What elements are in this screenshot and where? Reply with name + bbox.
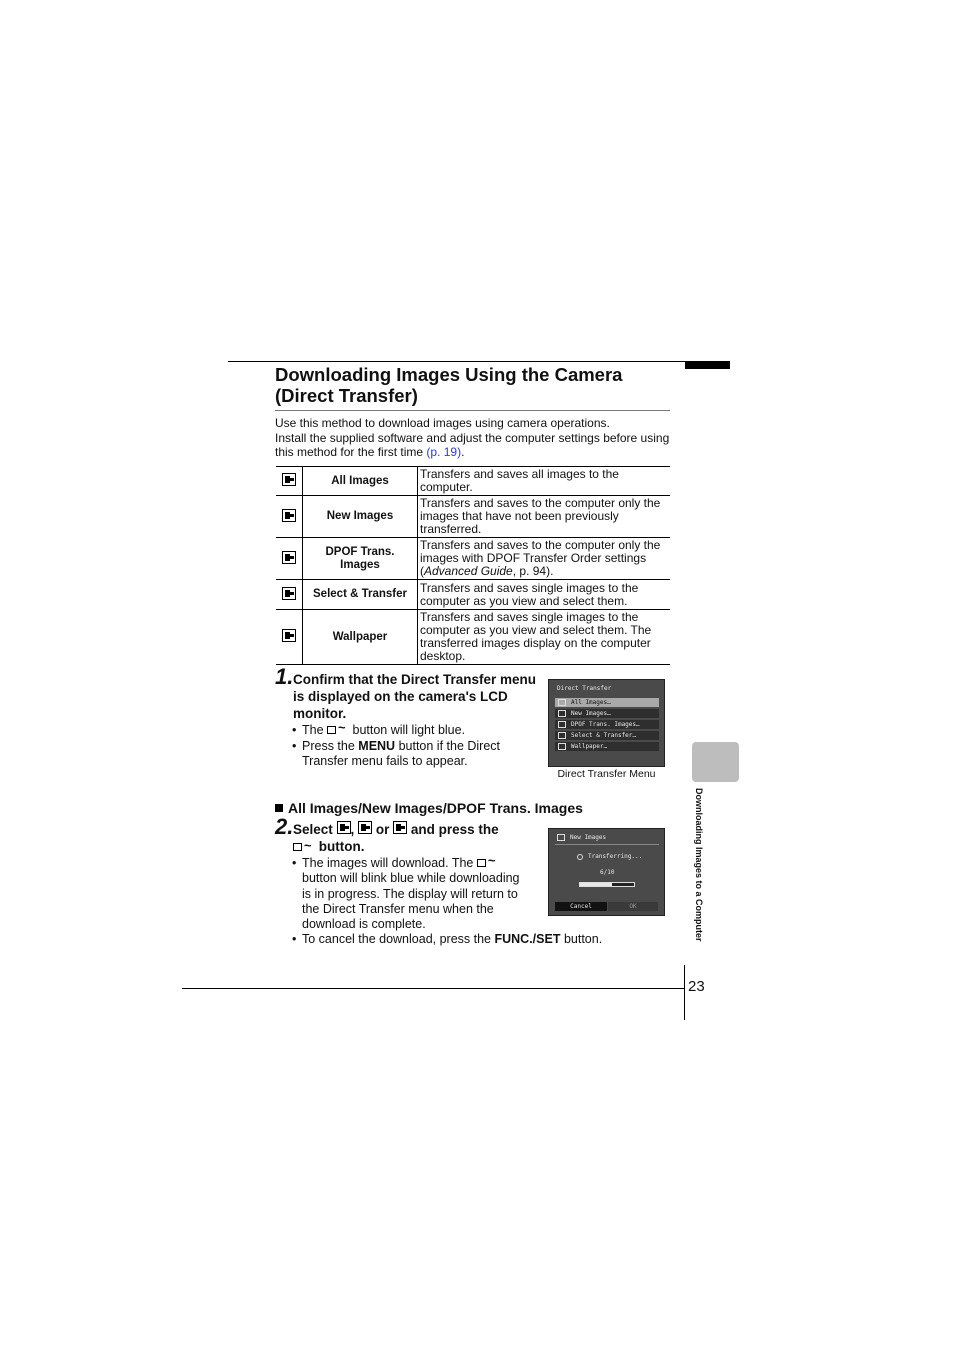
ok-button[interactable]: OK: [608, 902, 658, 911]
chapter-tab: [692, 742, 739, 782]
step-2-number: 2.: [275, 814, 294, 839]
progress-fill: [580, 883, 612, 886]
dpof-icon: [393, 821, 407, 834]
screen-divider: [555, 844, 659, 845]
new-images-icon: [557, 834, 565, 841]
dpof-icon: [282, 551, 296, 564]
page-number: 23: [688, 978, 705, 995]
screen-title: Direct Transfer: [557, 685, 612, 692]
menu-item: Select & Transfer…: [555, 731, 659, 740]
transfer-modes-table: [276, 466, 670, 665]
print-share-button-icon: [293, 842, 315, 853]
side-label: Downloading Images to a Computer: [694, 788, 704, 942]
cancel-button[interactable]: Cancel: [555, 902, 607, 911]
step-2-bullet: • To cancel the download, press the FUNC./SET button.: [292, 932, 603, 946]
transfer-count: 6/10: [600, 869, 615, 876]
direct-transfer-menu-screen: [548, 679, 665, 767]
dpof-icon: [558, 721, 566, 728]
bottom-rule: [182, 988, 685, 989]
all-images-icon: [337, 821, 351, 834]
step-1-bullet: • The ~ button will light blue.: [302, 723, 532, 738]
select-transfer-icon: [282, 587, 296, 600]
square-bullet-icon: [275, 804, 283, 812]
page-link[interactable]: (p. 19): [426, 445, 462, 459]
step-2-bullet: • The images will download. The ~ button will blink blue while downloading is in progress. The display will return to the Direct Transfer menu when the download is complete.: [302, 856, 530, 932]
corner-block: [685, 361, 730, 369]
new-images-icon: [282, 509, 296, 522]
top-rule: [228, 361, 685, 362]
all-images-icon: [558, 699, 566, 706]
transfer-status: Transferring...: [588, 853, 643, 860]
table-row: DPOF Trans. Images Transfers and saves to the computer only the images with DPOF Transfer Order settings (Advanced Guide, p. 94).: [276, 538, 670, 580]
page-title: Downloading Images Using the Camera (Direct Transfer): [275, 364, 623, 406]
screen-caption: Direct Transfer Menu: [557, 768, 656, 780]
table-row: Wallpaper Transfers and saves single images to the computer as you view and select them. The transferred images display on the computer desktop.: [276, 610, 670, 665]
page-number-divider: [684, 965, 685, 1020]
menu-item: All Images…: [555, 698, 659, 707]
select-transfer-icon: [558, 732, 566, 739]
print-share-button-icon: [477, 858, 499, 869]
table-row: Select & Transfer Transfers and saves single images to the computer as you view and select them.: [276, 580, 670, 610]
wallpaper-icon: [558, 743, 566, 750]
step-2-instruction: Select , or and press the ~ button.: [293, 821, 538, 855]
title-underline: [275, 410, 670, 411]
new-images-icon: [558, 710, 566, 717]
new-images-icon: [358, 821, 372, 834]
screen-title: New Images: [570, 834, 607, 841]
intro-text: Use this method to download images using camera operations. Install the supplied software and adjust the computer settings before using this method for the first time (p. 19).: [275, 416, 670, 459]
section-heading: All Images/New Images/DPOF Trans. Images: [275, 800, 583, 816]
step-1-instruction: Confirm that the Direct Transfer menu is displayed on the camera's LCD monitor.: [293, 672, 537, 721]
progress-bar: [579, 882, 635, 887]
all-images-icon: [282, 473, 296, 486]
step-1-number: 1.: [275, 664, 294, 689]
step-1-bullet: • Press the MENU button if the Direct Transfer menu fails to appear.: [292, 739, 501, 769]
print-share-button-icon: [327, 725, 349, 736]
menu-item: New Images…: [555, 709, 659, 718]
transfer-progress-screen: [548, 828, 665, 916]
table-row: New Images Transfers and saves to the computer only the images that have not been previously transferred.: [276, 496, 670, 538]
menu-item: DPOF Trans. Images…: [555, 720, 659, 729]
wallpaper-icon: [282, 629, 296, 642]
menu-item: Wallpaper…: [555, 742, 659, 751]
table-row: All Images Transfers and saves all images to the computer.: [276, 467, 670, 496]
transfer-icon: [577, 854, 583, 860]
